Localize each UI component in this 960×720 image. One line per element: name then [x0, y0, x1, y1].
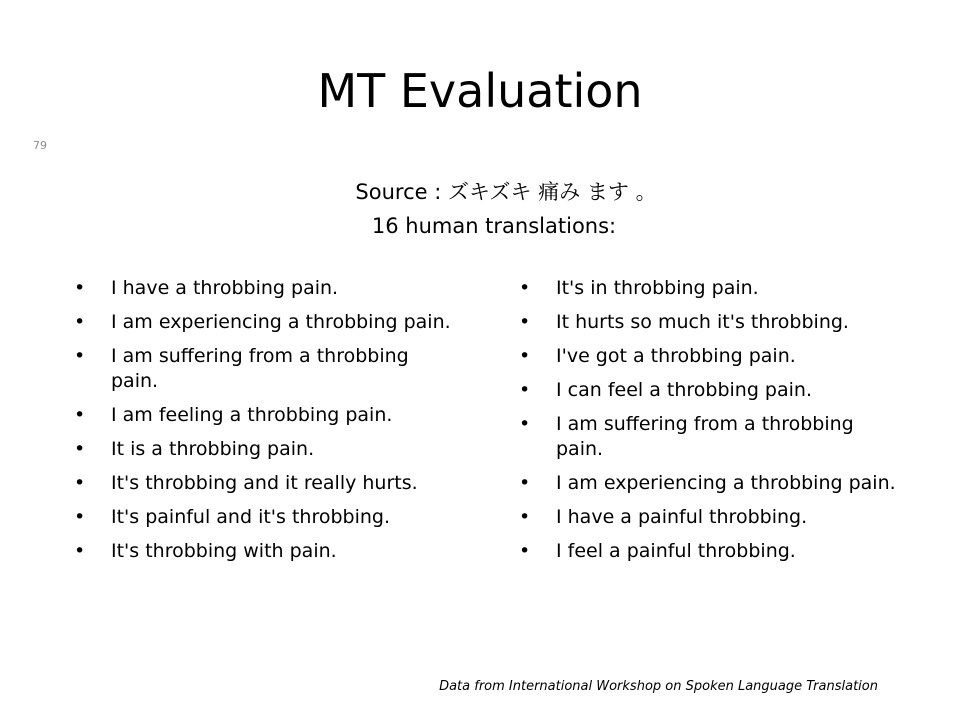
list-item-text: I feel a painful throbbing. — [556, 540, 796, 562]
list-item — [74, 539, 454, 564]
bullet-icon: • — [74, 345, 86, 367]
list-item — [519, 310, 899, 335]
list-item-text: I am suffering from a throbbing pain. — [111, 345, 409, 392]
subtitle — [0, 172, 960, 246]
list-item-text: I am feeling a throbbing pain. — [111, 404, 393, 426]
list-item — [519, 471, 899, 496]
list-item — [74, 310, 454, 335]
list-item — [74, 471, 454, 496]
list-item — [519, 412, 899, 462]
bullet-icon: • — [519, 277, 531, 299]
list-item — [519, 539, 899, 564]
list-item-text: I can feel a throbbing pain. — [556, 379, 812, 401]
footnote: Data from International Workshop on Spoken Language Translation — [439, 679, 878, 694]
bullet-icon: • — [519, 379, 531, 401]
bullet-icon: • — [74, 472, 86, 494]
list-item — [74, 403, 454, 428]
bullet-icon: • — [519, 345, 531, 367]
list-item — [74, 276, 454, 301]
left-translation-list — [74, 276, 454, 573]
bullet-icon: • — [519, 413, 531, 435]
list-item-text: It is a throbbing pain. — [111, 438, 315, 460]
bullet-icon: • — [74, 404, 86, 426]
list-item-text: It's throbbing with pain. — [111, 540, 337, 562]
translations-heading: 16 human translations: — [371, 214, 617, 238]
list-item-text: I am suffering from a throbbing pain. — [556, 413, 854, 460]
list-item — [519, 378, 899, 403]
slide-number: 79 — [33, 139, 47, 152]
list-item — [74, 344, 454, 394]
list-item-text: It's painful and it's throbbing. — [111, 506, 391, 528]
bullet-icon: • — [519, 472, 531, 494]
list-item — [74, 505, 454, 530]
bullet-icon: • — [519, 311, 531, 333]
bullet-icon: • — [519, 506, 531, 528]
list-item-text: It's throbbing and it really hurts. — [111, 472, 418, 494]
list-item-text: I am experiencing a throbbing pain. — [111, 311, 451, 333]
source-line: Source : ズキズキ 痛み ます 。 — [355, 180, 657, 204]
bullet-icon: • — [74, 277, 86, 299]
list-item-text: It hurts so much it's throbbing. — [556, 311, 849, 333]
slide-title: MT Evaluation — [317, 64, 643, 118]
list-item — [519, 276, 899, 301]
list-item — [519, 344, 899, 369]
list-item-text: I've got a throbbing pain. — [556, 345, 796, 367]
list-item-text: I have a throbbing pain. — [111, 277, 339, 299]
list-item-text: I am experiencing a throbbing pain. — [556, 472, 896, 494]
bullet-icon: • — [519, 540, 531, 562]
list-item — [519, 505, 899, 530]
list-item-text: I have a painful throbbing. — [556, 506, 808, 528]
bullet-icon: • — [74, 540, 86, 562]
bullet-icon: • — [74, 506, 86, 528]
list-item — [74, 437, 454, 462]
bullet-icon: • — [74, 438, 86, 460]
list-item-text: It's in throbbing pain. — [556, 277, 759, 299]
right-translation-list — [519, 276, 899, 573]
bullet-icon: • — [74, 311, 86, 333]
